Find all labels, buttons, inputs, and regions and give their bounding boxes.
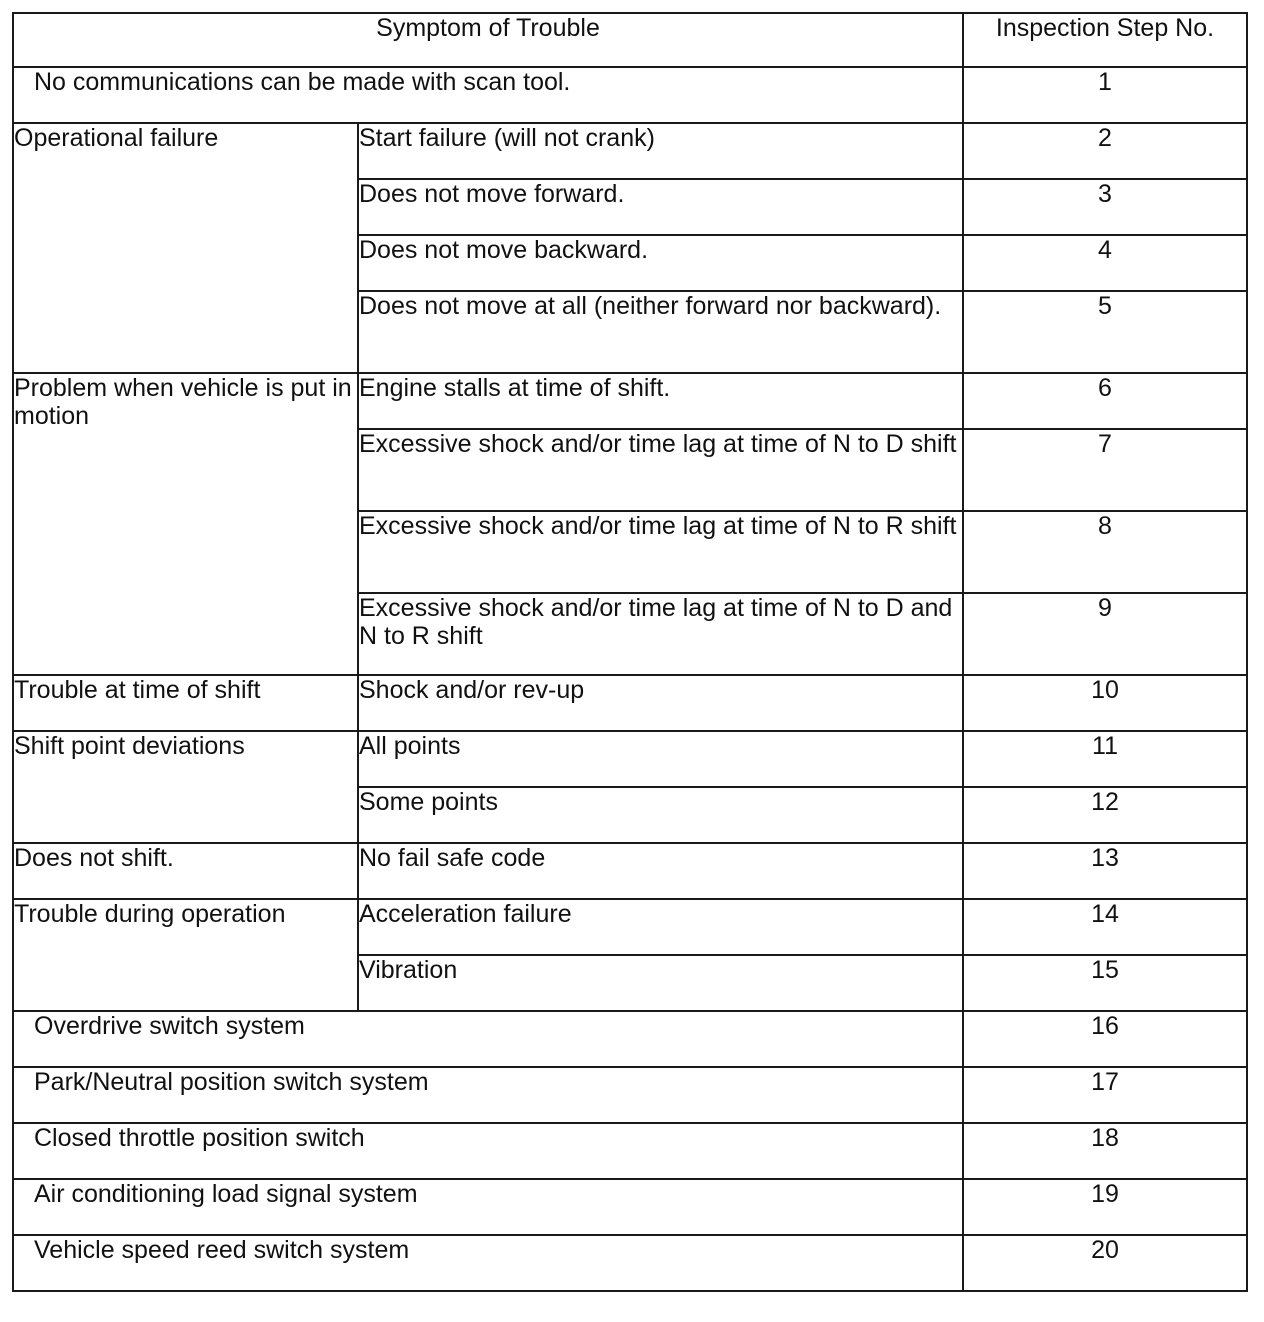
step-cell: 19 xyxy=(963,1179,1247,1235)
symptom-column-header: Symptom of Trouble xyxy=(13,13,963,67)
category-cell: Trouble during operation xyxy=(13,899,358,1011)
subsymptom-cell: Does not move forward. xyxy=(358,179,963,235)
step-cell: 5 xyxy=(963,291,1247,373)
step-cell: 8 xyxy=(963,511,1247,593)
step-cell: 13 xyxy=(963,843,1247,899)
table-row xyxy=(13,1179,1247,1235)
step-cell: 1 xyxy=(963,67,1247,123)
symptom-cell: Vehicle speed reed switch system xyxy=(13,1235,963,1291)
category-cell: Shift point deviations xyxy=(13,731,358,843)
step-cell: 12 xyxy=(963,787,1247,843)
step-cell: 3 xyxy=(963,179,1247,235)
step-cell: 9 xyxy=(963,593,1247,675)
step-column-header: Inspection Step No. xyxy=(963,13,1247,67)
symptom-cell: No communications can be made with scan tool. xyxy=(13,67,963,123)
subsymptom-cell: Excessive shock and/or time lag at time of N to D and N to R shift xyxy=(358,593,963,675)
trouble-diagnosis-sheet xyxy=(12,12,1246,1292)
step-cell: 4 xyxy=(963,235,1247,291)
table-row xyxy=(13,123,1247,179)
step-cell: 2 xyxy=(963,123,1247,179)
subsymptom-cell: Engine stalls at time of shift. xyxy=(358,373,963,429)
step-cell: 20 xyxy=(963,1235,1247,1291)
table-row xyxy=(13,1123,1247,1179)
step-cell: 6 xyxy=(963,373,1247,429)
subsymptom-cell: Vibration xyxy=(358,955,963,1011)
table-row xyxy=(13,731,1247,787)
subsymptom-cell: Excessive shock and/or time lag at time of N to D shift xyxy=(358,429,963,511)
category-cell: Operational failure xyxy=(13,123,358,373)
category-cell: Trouble at time of shift xyxy=(13,675,358,731)
table-row xyxy=(13,67,1247,123)
step-cell: 14 xyxy=(963,899,1247,955)
subsymptom-cell: No fail safe code xyxy=(358,843,963,899)
table-row xyxy=(13,899,1247,955)
table-row xyxy=(13,675,1247,731)
symptom-inspection-table xyxy=(12,12,1248,1292)
subsymptom-cell: Some points xyxy=(358,787,963,843)
step-cell: 16 xyxy=(963,1011,1247,1067)
step-cell: 10 xyxy=(963,675,1247,731)
table-row xyxy=(13,1235,1247,1291)
table-row xyxy=(13,1067,1247,1123)
step-cell: 17 xyxy=(963,1067,1247,1123)
step-cell: 11 xyxy=(963,731,1247,787)
subsymptom-cell: Acceleration failure xyxy=(358,899,963,955)
step-cell: 7 xyxy=(963,429,1247,511)
subsymptom-cell: Excessive shock and/or time lag at time of N to R shift xyxy=(358,511,963,593)
step-cell: 15 xyxy=(963,955,1247,1011)
symptom-cell: Closed throttle position switch xyxy=(13,1123,963,1179)
table-row xyxy=(13,843,1247,899)
table-row xyxy=(13,1011,1247,1067)
category-cell: Problem when vehicle is put in motion xyxy=(13,373,358,675)
symptom-cell: Park/Neutral position switch system xyxy=(13,1067,963,1123)
table-row xyxy=(13,373,1247,429)
symptom-cell: Air conditioning load signal system xyxy=(13,1179,963,1235)
subsymptom-cell: Shock and/or rev-up xyxy=(358,675,963,731)
symptom-cell: Overdrive switch system xyxy=(13,1011,963,1067)
step-cell: 18 xyxy=(963,1123,1247,1179)
subsymptom-cell: Start failure (will not crank) xyxy=(358,123,963,179)
subsymptom-cell: Does not move at all (neither forward nor backward). xyxy=(358,291,963,373)
category-cell: Does not shift. xyxy=(13,843,358,899)
subsymptom-cell: All points xyxy=(358,731,963,787)
subsymptom-cell: Does not move backward. xyxy=(358,235,963,291)
table-header-row xyxy=(13,13,1247,67)
